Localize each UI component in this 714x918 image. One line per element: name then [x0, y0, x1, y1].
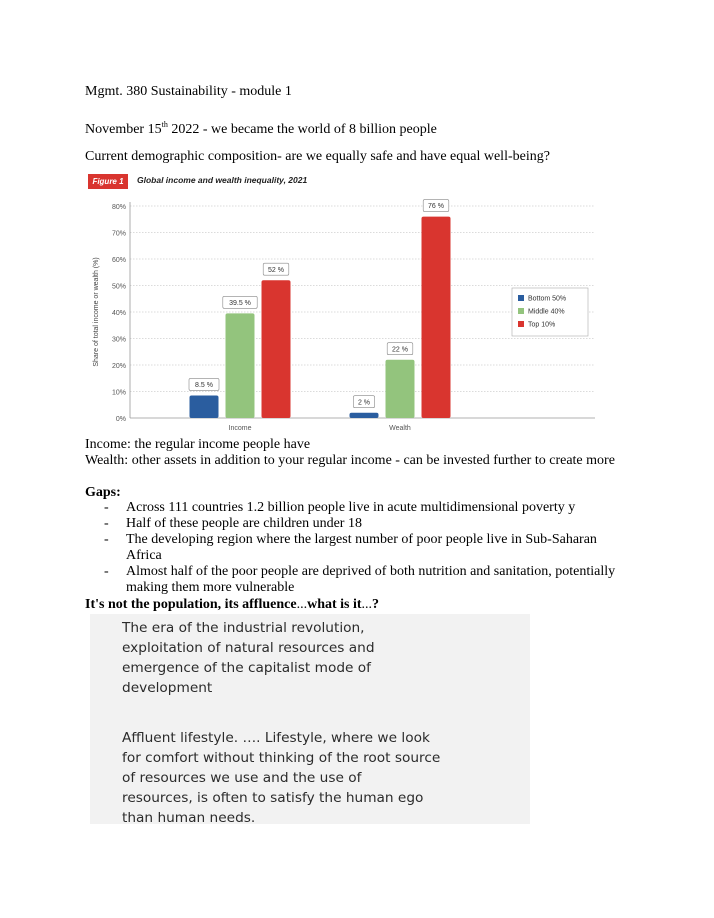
- list-item: - The developing region where the largest number of poor people live in Sub-Saharan Africa: [104, 532, 624, 564]
- quote-line: exploitation of natural resources and: [122, 640, 375, 656]
- document-title: Mgmt. 380 Sustainability - module 1: [85, 84, 292, 99]
- list-item: - Almost half of the poor people are deprived of both nutrition and sanitation, potentially making them more vulnerable: [104, 564, 624, 596]
- data-label: 8.5 %: [195, 382, 213, 390]
- y-tick-label: 20%: [111, 363, 126, 370]
- y-tick-label: 70%: [111, 230, 126, 238]
- date-line: [85, 117, 437, 138]
- quote-line: development: [122, 680, 213, 696]
- figure-title: Global income and wealth inequality, 2021: [137, 175, 308, 185]
- bar: [350, 413, 379, 418]
- x-category-label: Income: [228, 425, 252, 432]
- legend-entry: Bottom 50%: [528, 295, 567, 303]
- y-tick-label: 60%: [111, 257, 126, 264]
- question-mark: ?: [372, 597, 380, 612]
- legend-swatch: [518, 321, 524, 327]
- affluence-text: It's not the population, its affluence: [85, 597, 297, 612]
- bar: [386, 360, 415, 418]
- ellipsis: ...: [296, 597, 308, 612]
- quote-line: for comfort without thinking of the root source: [122, 750, 441, 766]
- quote-line: resources, is often to satisfy the human ego: [122, 790, 424, 806]
- data-label: 52 %: [268, 266, 284, 274]
- quote-line: Affluent lifestyle. …. Lifestyle, where we look: [122, 730, 430, 746]
- wealth-definition: Wealth: other assets in addition to your regular income - can be invested further to create more: [85, 453, 615, 468]
- y-tick-label: 10%: [111, 389, 126, 397]
- x-category-label: Wealth: [389, 425, 411, 432]
- gaps-heading: Gaps:: [85, 485, 121, 500]
- legend-entry: Top 10%: [528, 321, 556, 329]
- date-text: November 15: [85, 122, 162, 137]
- list-item: - Half of these people are children under 18: [104, 516, 624, 532]
- gaps-list: [104, 500, 624, 596]
- bar: [262, 280, 291, 418]
- bar: [422, 217, 451, 418]
- figure-badge: Figure 1: [88, 174, 128, 189]
- y-tick-label: 40%: [111, 310, 126, 317]
- legend-swatch: [518, 308, 524, 314]
- data-label: 39.5 %: [229, 299, 251, 307]
- data-label: 22 %: [392, 346, 408, 354]
- quote-line: The era of the industrial revolution,: [122, 620, 365, 636]
- y-tick-label: 50%: [111, 283, 126, 291]
- list-item: - Across 111 countries 1.2 billion people live in acute multidimensional poverty y: [104, 500, 624, 516]
- y-tick-label: 80%: [111, 204, 126, 211]
- quote-line: of resources we use and the use of: [122, 770, 362, 786]
- income-definition: Income: the regular income people have: [85, 437, 311, 452]
- quote-image: [90, 614, 530, 824]
- data-label: 76 %: [428, 203, 444, 211]
- y-tick-label: 30%: [111, 336, 126, 344]
- question-line: Current demographic composition- are we equally safe and have equal well-being?: [85, 149, 550, 164]
- y-axis-label: Share of total income or wealth (%): [93, 257, 100, 367]
- legend-entry: Middle 40%: [528, 308, 565, 316]
- bar-chart: [85, 192, 630, 433]
- quote-line: than human needs.: [122, 810, 256, 826]
- data-label: 2 %: [357, 399, 371, 407]
- date-superscript: th: [161, 120, 168, 129]
- legend-swatch: [518, 295, 524, 301]
- date-rest: 2022 - we became the world of 8 billion people: [167, 122, 437, 137]
- inequality-figure: [85, 170, 630, 433]
- ellipsis: ...: [361, 597, 373, 612]
- bar: [190, 395, 219, 418]
- y-tick-label: 0%: [115, 416, 126, 423]
- bar: [226, 313, 255, 418]
- affluence-question: what is it: [307, 597, 362, 612]
- quote-line: emergence of the capitalist mode of: [122, 660, 371, 676]
- affluence-line: [85, 597, 379, 613]
